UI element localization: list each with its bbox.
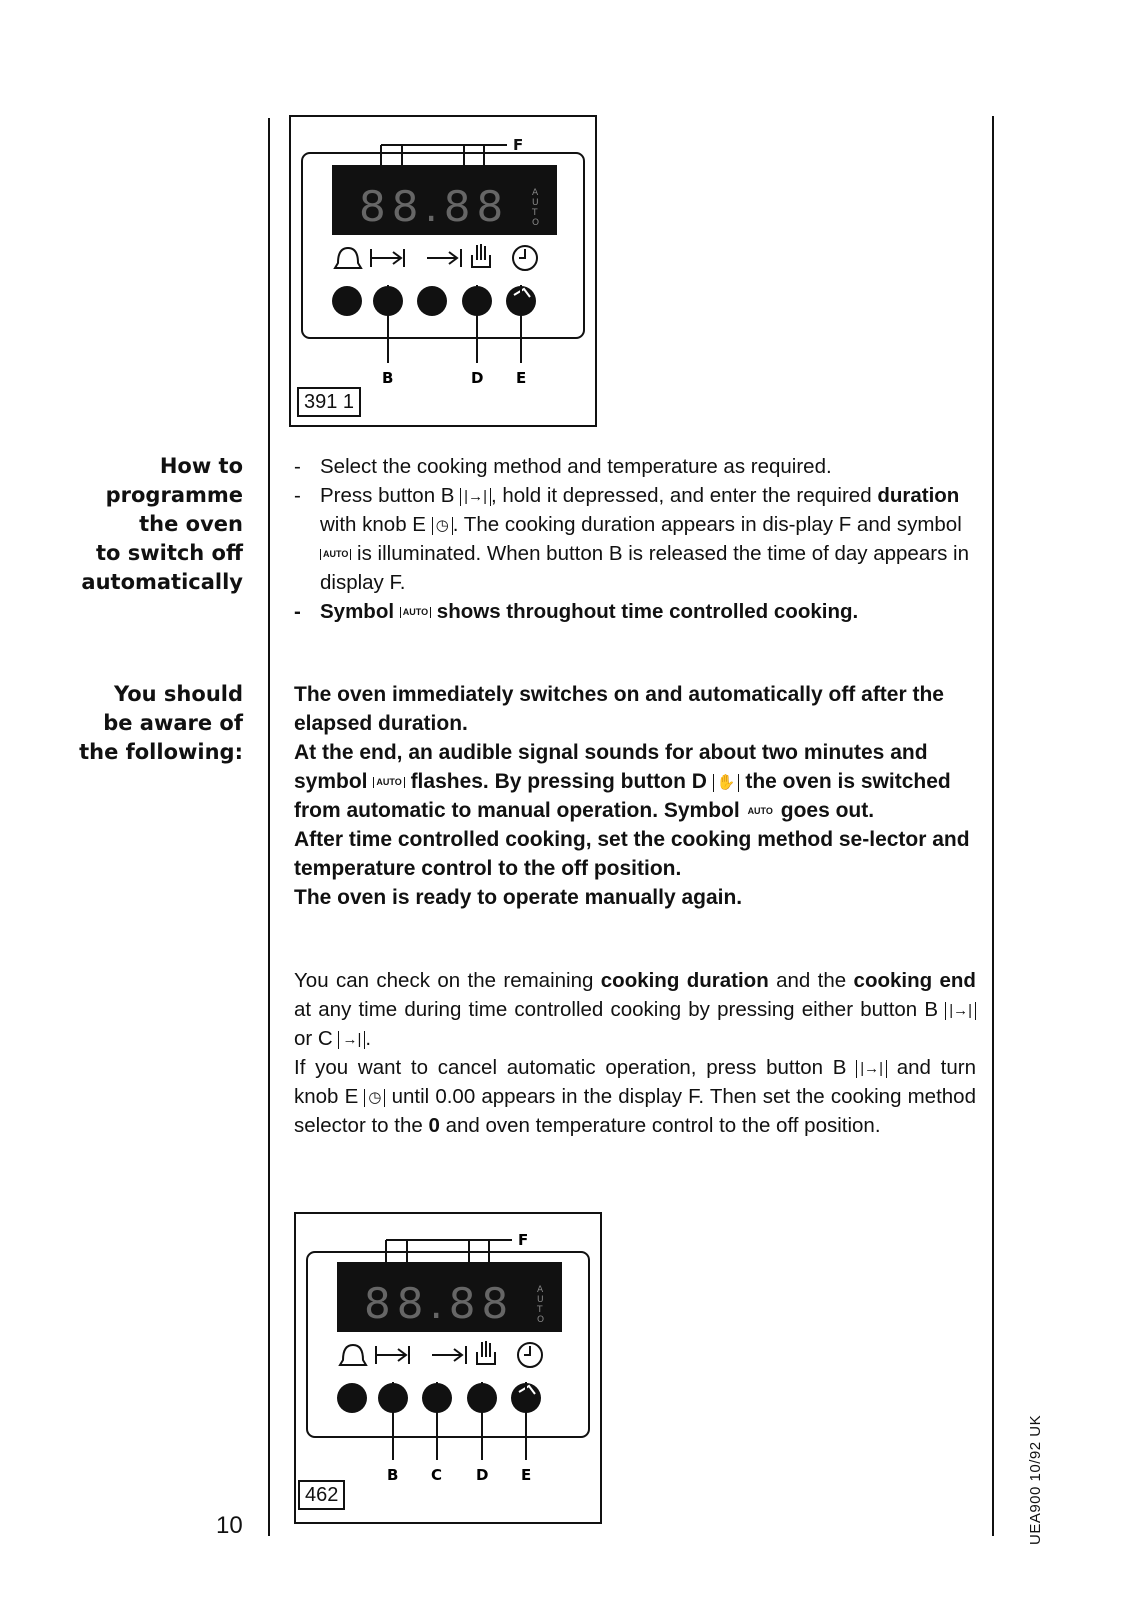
left-rule bbox=[268, 118, 270, 1536]
paragraph-text: At the end, an audible signal sounds for about two minutes and symbol bbox=[294, 741, 928, 793]
auto-u: U bbox=[537, 1295, 544, 1305]
instruction-text: with knob E bbox=[320, 513, 426, 536]
label-f: F bbox=[513, 136, 524, 154]
paragraph bbox=[294, 738, 976, 825]
label-f: F bbox=[518, 1231, 529, 1249]
paragraph-text: at any time during time controlled cooking by pressing either button B bbox=[294, 998, 939, 1021]
document-code: UEA900 10/92 UK bbox=[1027, 1414, 1044, 1545]
paragraph: After time controlled cooking, set the cooking method se-lector and temperature control to the off position. bbox=[294, 828, 970, 880]
end-time-icon: →| bbox=[338, 1031, 365, 1049]
instruction-text: Symbol bbox=[320, 600, 395, 623]
heading-line: programme bbox=[105, 483, 243, 507]
paragraph-text: . bbox=[365, 1027, 372, 1050]
label-e: E bbox=[521, 1466, 532, 1484]
duration-icon: |→| bbox=[945, 1002, 976, 1020]
emphasis: duration bbox=[877, 484, 960, 507]
auto-a: A bbox=[537, 1285, 544, 1295]
label-c: C bbox=[431, 1466, 443, 1484]
auto-t: T bbox=[532, 208, 538, 218]
display-digits: 88.88 bbox=[364, 1279, 515, 1328]
paragraph-text: You can check on the remaining bbox=[294, 969, 594, 992]
list-item: - Select the cooking method and temperature as required. bbox=[294, 455, 832, 478]
knob-a bbox=[332, 286, 362, 316]
aware-section bbox=[294, 680, 976, 912]
instruction-text: . The cooking duration appears in dis-play F and symbol bbox=[452, 513, 962, 536]
instruction-text: shows throughout time controlled cooking. bbox=[436, 600, 859, 623]
control-panel-drawing bbox=[294, 1212, 602, 1524]
auto-symbol: AUTO bbox=[747, 806, 773, 816]
emphasis: 0 bbox=[428, 1114, 440, 1137]
instruction-text: , hold it depressed, and enter the required bbox=[490, 484, 872, 507]
auto-symbol: AUTO bbox=[373, 777, 404, 788]
auto-u: U bbox=[532, 198, 539, 208]
clock-icon: ◷ bbox=[364, 1089, 385, 1107]
auto-symbol: AUTO bbox=[400, 607, 431, 618]
paragraph-text: and the bbox=[776, 969, 847, 992]
heading-line: the oven bbox=[139, 512, 243, 536]
instruction-list bbox=[294, 452, 976, 626]
auto-a: A bbox=[532, 188, 539, 198]
heading-be-aware bbox=[79, 680, 243, 767]
control-panel-drawing bbox=[289, 115, 597, 427]
heading-line: How to bbox=[159, 454, 243, 478]
figure-ref: 462 bbox=[298, 1480, 345, 1510]
knob-a bbox=[337, 1383, 367, 1413]
display-digits: 88.88 bbox=[359, 182, 510, 231]
heading-line: You should bbox=[113, 682, 243, 706]
page-number: 10 bbox=[216, 1512, 243, 1539]
emphasis: cooking end bbox=[853, 969, 976, 992]
duration-icon: |→| bbox=[460, 488, 491, 506]
list-item: - Symbol AUTO shows throughout time controlled cooking. bbox=[294, 600, 859, 623]
paragraph-text: until 0.00 appears in the display F. Then set the cooking method selector to the bbox=[294, 1085, 976, 1137]
label-e: E bbox=[516, 369, 527, 387]
instruction-text: is illuminated. When button B is released the time of day appears in display F. bbox=[320, 542, 969, 594]
figure-ref: 391 1 bbox=[297, 387, 361, 417]
auto-t: T bbox=[537, 1305, 543, 1315]
label-d: D bbox=[471, 369, 484, 387]
paragraph-text: and turn knob E bbox=[294, 1056, 977, 1108]
control-panel-figure-1 bbox=[289, 115, 597, 427]
paragraph-text: or C bbox=[294, 1027, 333, 1050]
label-d: D bbox=[476, 1466, 489, 1484]
control-panel-figure-2 bbox=[294, 1212, 602, 1524]
auto-symbol: AUTO bbox=[320, 549, 351, 560]
auto-o: O bbox=[532, 218, 540, 228]
paragraph: The oven immediately switches on and automatically off after the elapsed duration. bbox=[294, 683, 944, 735]
heading-programme-oven bbox=[81, 452, 243, 597]
hand-icon: ✋ bbox=[713, 774, 740, 792]
paragraph-text: flashes. By pressing button D bbox=[410, 770, 707, 793]
right-rule bbox=[992, 116, 994, 1536]
heading-line: automatically bbox=[81, 570, 243, 594]
heading-line: the following: bbox=[79, 740, 243, 764]
label-b: B bbox=[387, 1466, 399, 1484]
knob-c bbox=[417, 286, 447, 316]
list-item: - Press button B |→| , hold it depressed, and enter the required duration with knob E ◷ . The cooking duration appears in dis-play F and symbol AUTO is illuminated. When button B is released the time of day appears in display F. bbox=[294, 484, 969, 594]
instruction-text: Select the cooking method and temperature as required. bbox=[320, 455, 832, 478]
clock-icon: ◷ bbox=[432, 517, 453, 535]
check-section bbox=[294, 966, 976, 1140]
paragraph bbox=[294, 1053, 976, 1140]
paragraph-text: goes out. bbox=[780, 799, 875, 822]
duration-icon: |→| bbox=[856, 1060, 887, 1078]
heading-line: be aware of bbox=[103, 711, 243, 735]
heading-line: to switch off bbox=[95, 541, 243, 565]
paragraph-text: the oven is switched from automatic to manual operation. Symbol bbox=[294, 770, 951, 822]
label-b: B bbox=[382, 369, 394, 387]
paragraph-text: and oven temperature control to the off position. bbox=[445, 1114, 881, 1137]
paragraph bbox=[294, 966, 976, 1053]
paragraph-text: If you want to cancel automatic operation, press button B bbox=[294, 1056, 847, 1079]
instruction-text: Press button B bbox=[320, 484, 455, 507]
auto-o: O bbox=[537, 1315, 545, 1325]
paragraph: The oven is ready to operate manually again. bbox=[294, 886, 743, 909]
emphasis: cooking duration bbox=[600, 969, 769, 992]
